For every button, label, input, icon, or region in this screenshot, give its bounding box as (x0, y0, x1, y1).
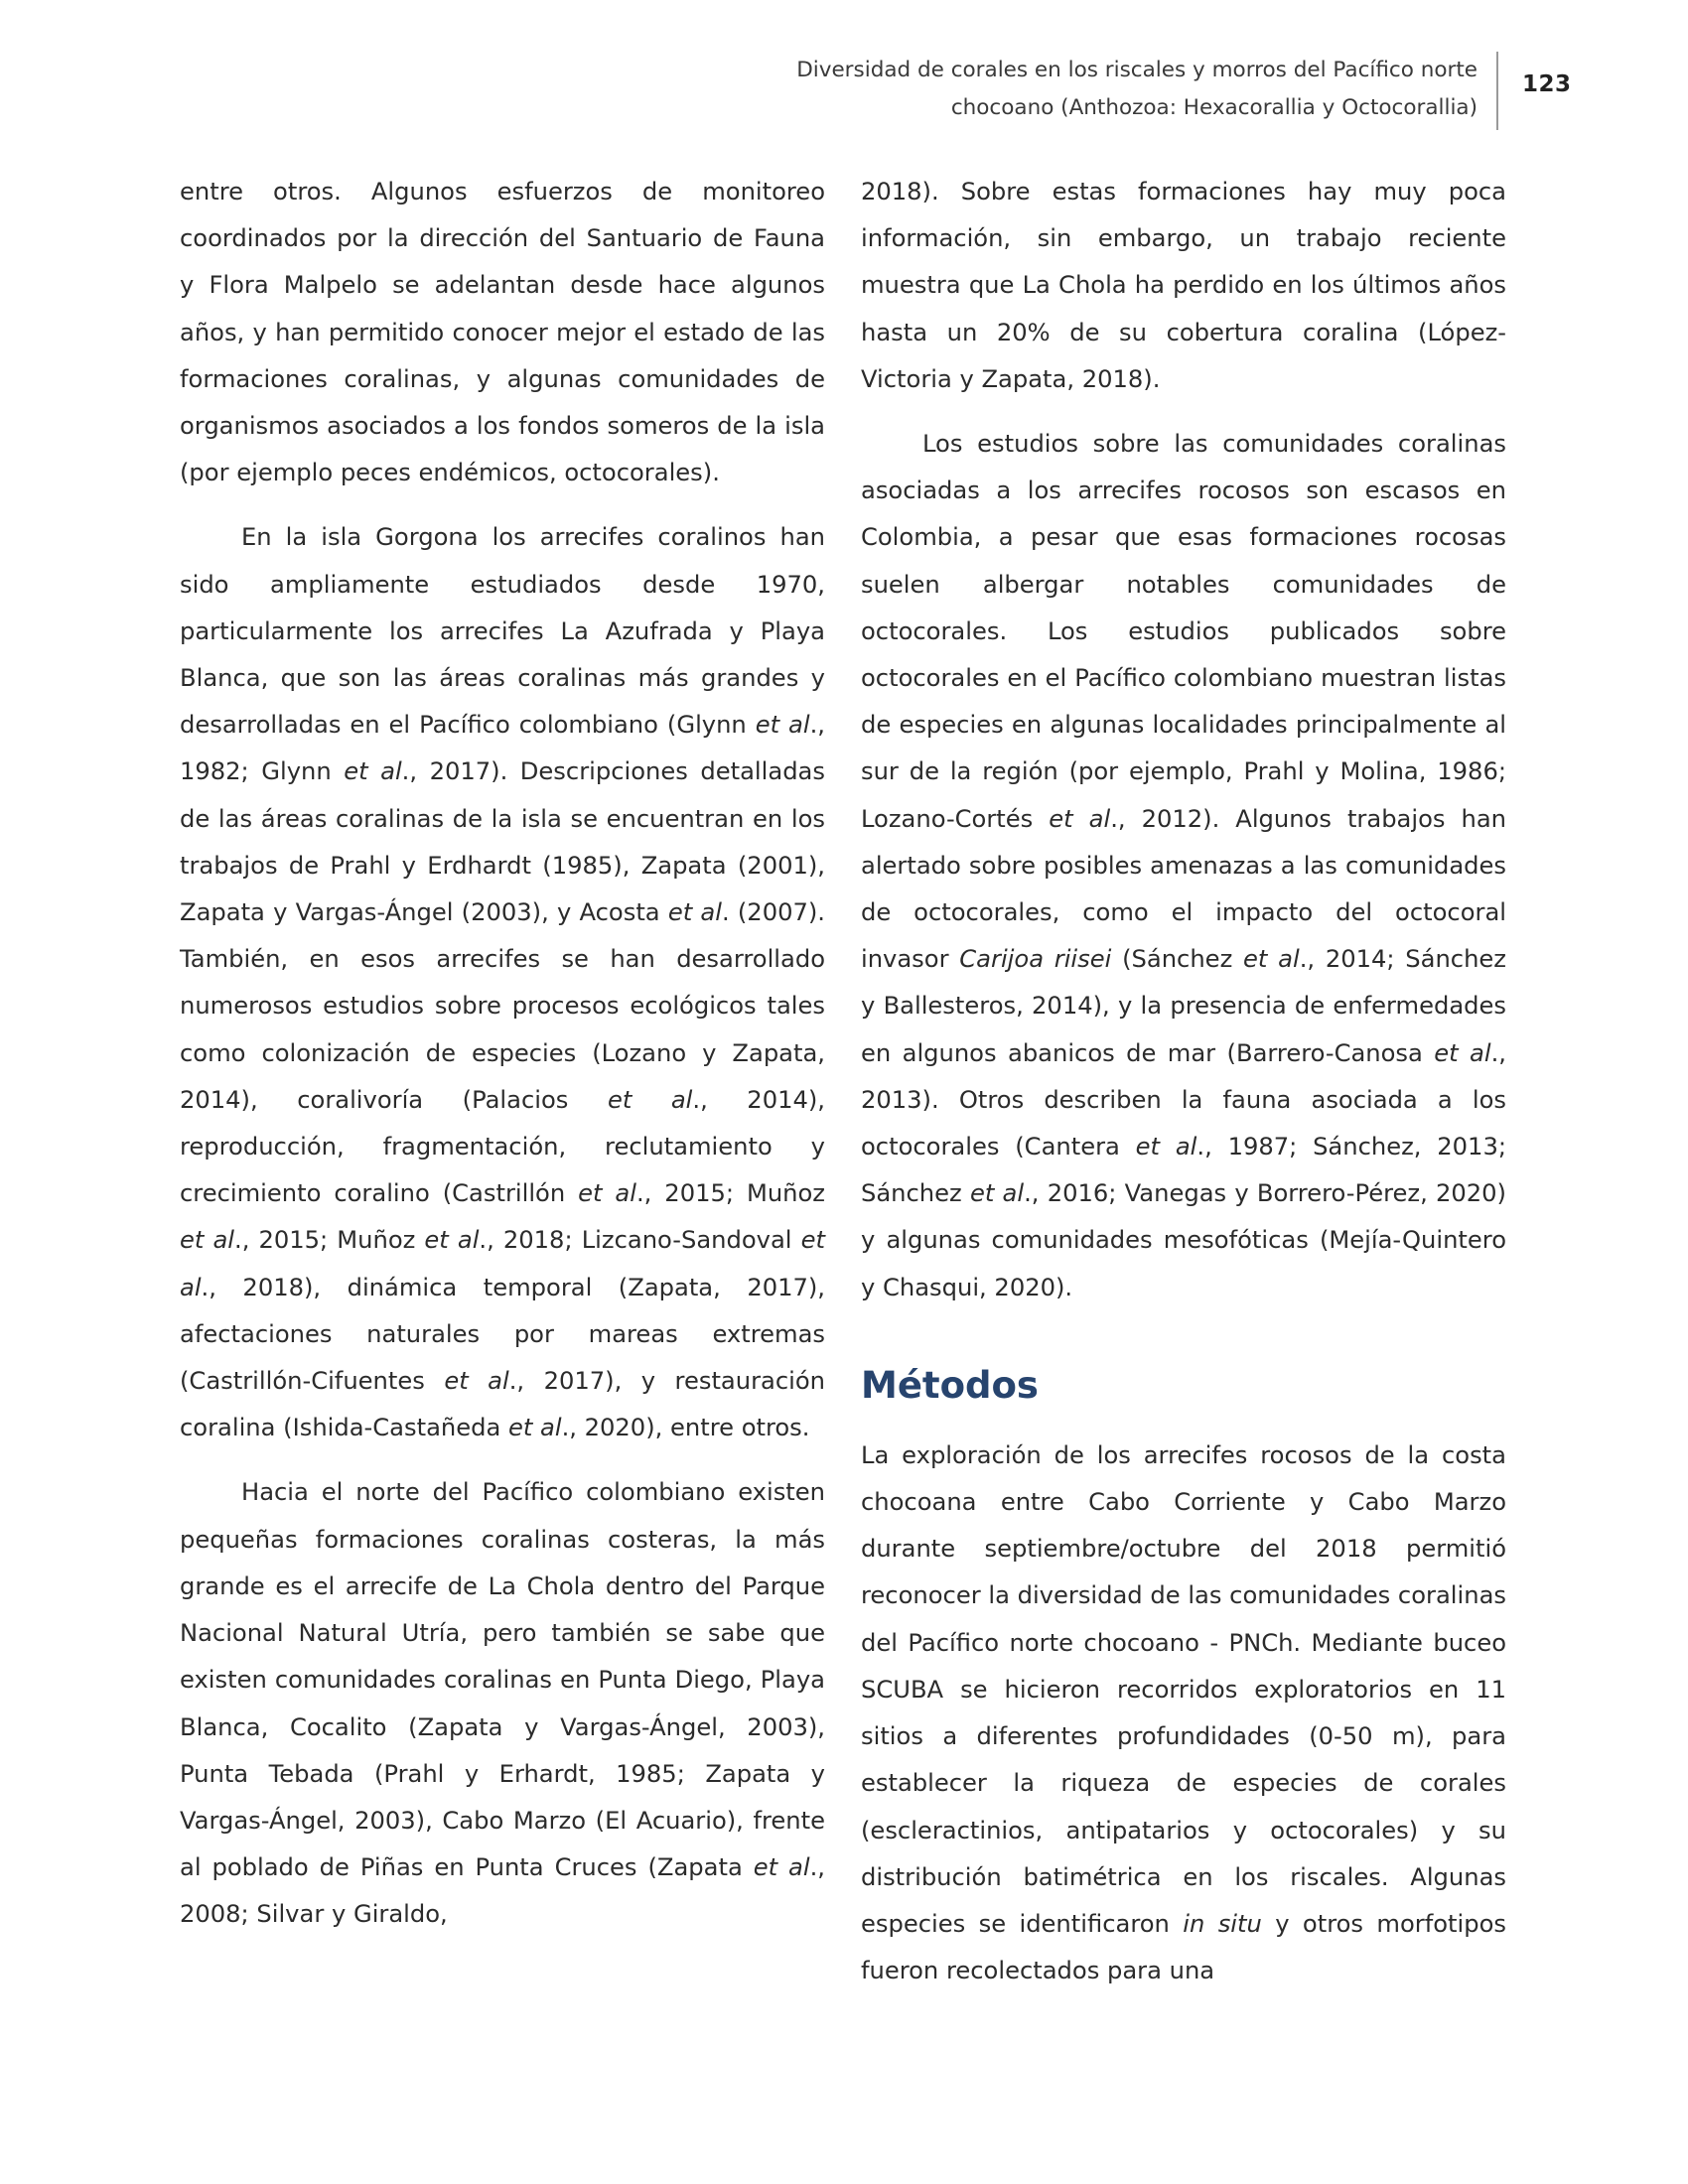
page-number: 123 (1522, 71, 1572, 97)
header-divider (1496, 52, 1498, 130)
running-head (584, 52, 1477, 127)
right-paragraph-1: 2018). Sobre estas formaciones hay muy poca información, sin embargo, un trabajo reciente muestra que La Chola ha perdido en los últimos años hasta un 20% de su cobertura coralina (López-Victoria y Zapata, 2018). (861, 178, 1506, 393)
right-paragraph-3: La exploración de los arrecifes rocosos de la costa chocoana entre Cabo Corriente y Cabo Marzo durante septiembre/octubre del 2018 permitió reconocer la diversidad de las comunidades coralinas del Pacífico norte chocoano - PNCh. Mediante buceo SCUBA se hicieron recorridos exploratorios en 11 sitios a diferentes profundidades (0-50 m), para establecer la riqueza de especies de corales (escleractinios, antipatarios y octocorales) y su distribución batimétrica en los riscales. Algunas especies se identificaron in situ y otros morfotipos fueron recolectados para una (861, 1440, 1506, 1985)
running-title-line-2: chocoano (Anthozoa: Hexacorallia y Octocorallia) (950, 95, 1477, 120)
right-column (861, 169, 1506, 2012)
right-paragraph-2: Los estudios sobre las comunidades coralinas asociadas a los arrecifes rocosos son escasos en Colombia, a pesar que esas formaciones rocosas suelen albergar notables comunidades de octocorales. Los estudios publicados sobre octocorales en el Pacífico colombiano muestran listas de especies en algunas localidades principalmente al sur de la región (por ejemplo, Prahl y Molina, 1986; Lozano-Cortés et al., 2012). Algunos trabajos han alertado sobre posibles amenazas a las comunidades de octocorales, como el impacto del octocoral invasor Carijoa riisei (Sánchez et al., 2014; Sánchez y Ballesteros, 2014), y la presencia de enfermedades en algunos abanicos de mar (Barrero-Canosa et al., 2013). Otros describen la fauna asociada a los octocorales (Cantera et al., 1987; Sánchez, 2013; Sánchez et al., 2016; Vanegas y Borrero-Pérez, 2020) y algunas comunidades mesofóticas (Mejía-Quintero y Chasqui, 2020). (861, 430, 1507, 1301)
left-paragraph-1: entre otros. Algunos esfuerzos de monitoreo coordinados por la dirección del Santuario de Fauna y Flora Malpelo se adelantan desde hace algunos años, y han permitido conocer mejor el estado de las formaciones coralinas, y algunas comunidades de organismos asociados a los fondos someros de la isla (por ejemplo peces endémicos, octocorales). (180, 178, 825, 487)
left-paragraph-2: En la isla Gorgona los arrecifes coralinos han sido ampliamente estudiados desde 1970, particularmente los arrecifes La Azufrada y Playa Blanca, que son las áreas coralinas más grandes y desarrolladas en el Pacífico colombiano (Glynn et al., 1982; Glynn et al., 2017). Descripciones detalladas de las áreas coralinas de la isla se encuentran en los trabajos de Prahl y Erdhardt (1985), Zapata (2001), Zapata y Vargas-Ángel (2003), y Acosta et al. (2007). También, en esos arrecifes se han desarrollado numerosos estudios sobre procesos ecológicos tales como colonización de especies (Lozano y Zapata, 2014), coralivoría (Palacios et al., 2014), reproducción, fragmentación, reclutamiento y crecimiento coralino (Castrillón et al., 2015; Muñoz et al., 2015; Muñoz et al., 2018; Lizcano-Sandoval et al., 2018), dinámica temporal (Zapata, 2017), afectaciones naturales por mareas extremas (Castrillón-Cifuentes et al., 2017), y restauración coralina (Ishida-Castañeda et al., 2020), entre otros. (180, 523, 825, 1442)
left-column (180, 169, 825, 1957)
section-heading-metodos: Métodos (861, 1363, 1039, 1407)
left-paragraph-3: Hacia el norte del Pacífico colombiano existen pequeñas formaciones coralinas costeras, la más grande es el arrecife de La Chola dentro del Parque Nacional Natural Utría, pero también se sabe que existen comunidades coralinas en Punta Diego, Playa Blanca, Cocalito (Zapata y Vargas-Ángel, 2003), Punta Tebada (Prahl y Erhardt, 1985; Zapata y Vargas-Ángel, 2003), Cabo Marzo (El Acuario), frente al poblado de Piñas en Punta Cruces (Zapata et al., 2008; Silvar y Giraldo, (180, 1478, 825, 1929)
running-title-line-1: Diversidad de corales en los riscales y morros del Pacífico norte (796, 58, 1477, 82)
